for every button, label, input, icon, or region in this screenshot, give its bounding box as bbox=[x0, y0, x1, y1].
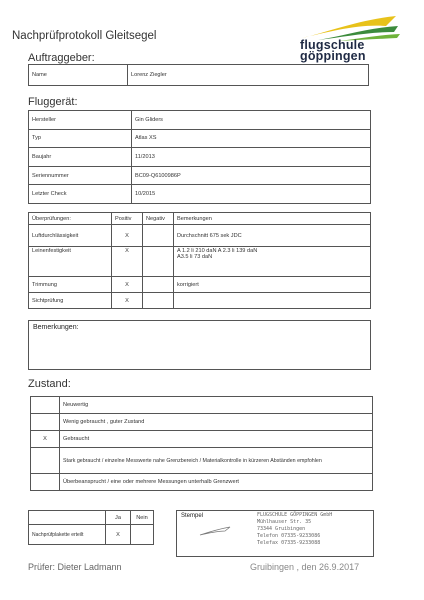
check-positive-mark: X bbox=[112, 293, 143, 309]
check-remark: Durchschnitt 675 sek JDC bbox=[174, 225, 371, 247]
check-remark bbox=[174, 293, 371, 309]
logo-text: flugschule göppingen bbox=[300, 38, 366, 63]
check-negative-mark bbox=[143, 225, 174, 247]
remarks-box bbox=[28, 320, 371, 370]
condition-row bbox=[31, 397, 373, 414]
sticker-yes-mark: X bbox=[106, 525, 131, 545]
condition-text: Wenig gebraucht , guter Zustand bbox=[60, 414, 373, 431]
condition-mark bbox=[31, 474, 60, 491]
condition-text: Gebraucht bbox=[60, 431, 373, 448]
stamp-label: Stempel bbox=[181, 513, 204, 519]
check-remark-line: A 1.2 li 210 daN A 2.3 li 139 daN bbox=[177, 248, 258, 254]
glider-value: Gin Gliders bbox=[132, 111, 371, 130]
condition-text: Stark gebraucht / einzelne Messwerte nahe Grenzbereich / Materialkontrolle in kürzeren Abständen empfohlen bbox=[60, 448, 373, 474]
condition-mark bbox=[31, 414, 60, 431]
condition-row bbox=[31, 474, 373, 491]
stamp-box bbox=[176, 510, 374, 557]
glider-row bbox=[29, 129, 371, 148]
glider-row bbox=[29, 166, 371, 185]
checks-header-negative: Negativ bbox=[143, 213, 174, 225]
sticker-label: Nachprüfplakette erteilt bbox=[29, 525, 106, 545]
checks-row bbox=[29, 247, 371, 277]
sticker-no-mark bbox=[131, 525, 154, 545]
glider-label: Letzter Check bbox=[29, 185, 132, 204]
sticker-no-header: Nein bbox=[131, 511, 154, 525]
glider-label: Seriennummer bbox=[29, 166, 132, 185]
check-positive-mark: X bbox=[112, 247, 143, 277]
client-name-label: Name bbox=[29, 65, 128, 86]
client-table bbox=[28, 64, 369, 86]
glider-value: 10/2015 bbox=[132, 185, 371, 204]
condition-text: Neuwertig bbox=[60, 397, 373, 414]
check-negative-mark bbox=[143, 277, 174, 293]
glider-row bbox=[29, 148, 371, 167]
condition-row bbox=[31, 431, 373, 448]
check-negative-mark bbox=[143, 293, 174, 309]
inspector-signature: Prüfer: Dieter Ladmann bbox=[28, 562, 122, 572]
check-remark bbox=[174, 247, 371, 277]
check-label: Trimmung bbox=[29, 277, 112, 293]
glider-value: Atlas XS bbox=[132, 129, 371, 148]
checks-row bbox=[29, 277, 371, 293]
client-heading: Auftraggeber: bbox=[28, 52, 95, 64]
sticker-table bbox=[28, 510, 154, 545]
checks-row bbox=[29, 293, 371, 309]
place-date: Gruibingen , den 26.9.2017 bbox=[250, 562, 360, 572]
check-negative-mark bbox=[143, 247, 174, 277]
check-positive-mark: X bbox=[112, 225, 143, 247]
check-remark-line: A3.5 li 73 daN bbox=[177, 254, 213, 260]
condition-mark bbox=[31, 448, 60, 474]
sticker-row bbox=[29, 525, 154, 545]
glider-table bbox=[28, 110, 371, 204]
sticker-yes-header: Ja bbox=[106, 511, 131, 525]
checks-table bbox=[28, 212, 371, 309]
condition-heading: Zustand: bbox=[28, 378, 71, 390]
glider-label: Typ bbox=[29, 129, 132, 148]
condition-mark: X bbox=[31, 431, 60, 448]
condition-table bbox=[30, 396, 373, 491]
glider-row bbox=[29, 111, 371, 130]
checks-header-label: Überprüfungen: bbox=[29, 213, 112, 225]
condition-mark bbox=[31, 397, 60, 414]
glider-label: Hersteller bbox=[29, 111, 132, 130]
checks-header-positive: Positiv bbox=[112, 213, 143, 225]
condition-row bbox=[31, 448, 373, 474]
condition-row bbox=[31, 414, 373, 431]
glider-row bbox=[29, 185, 371, 204]
check-label: Luftdurchlässigkeit bbox=[29, 225, 112, 247]
glider-value: BC09-Q6100986P bbox=[132, 166, 371, 185]
checks-header-remarks: Bemerkungen bbox=[174, 213, 371, 225]
glider-label: Baujahr bbox=[29, 148, 132, 167]
client-name-value: Lorenz Ziegler bbox=[128, 65, 369, 86]
stamp-address: FLUGSCHULE GÖPPINGEN GmbH Mühlhauser Str. 35 73344 Gruibingen Telefon 07335-9233086 Telefax 07335-9233088 bbox=[257, 512, 333, 546]
checks-header-row bbox=[29, 213, 371, 225]
document-title: Nachprüfprotokoll Gleitsegel bbox=[12, 30, 157, 42]
checks-row bbox=[29, 225, 371, 247]
sticker-header-row bbox=[29, 511, 154, 525]
condition-text: Überbeansprucht / eine oder mehrere Messungen unterhalb Grenzwert bbox=[60, 474, 373, 491]
check-label: Leinenfestigkeit bbox=[29, 247, 112, 277]
remarks-label: Bemerkungen: bbox=[33, 324, 79, 331]
flugschule-logo bbox=[292, 12, 412, 70]
stamp-logo-icon bbox=[199, 525, 231, 537]
check-label: Sichtprüfung bbox=[29, 293, 112, 309]
check-positive-mark: X bbox=[112, 277, 143, 293]
glider-heading: Fluggerät: bbox=[28, 96, 78, 108]
check-remark: korrigiert bbox=[174, 277, 371, 293]
glider-value: 11/2013 bbox=[132, 148, 371, 167]
